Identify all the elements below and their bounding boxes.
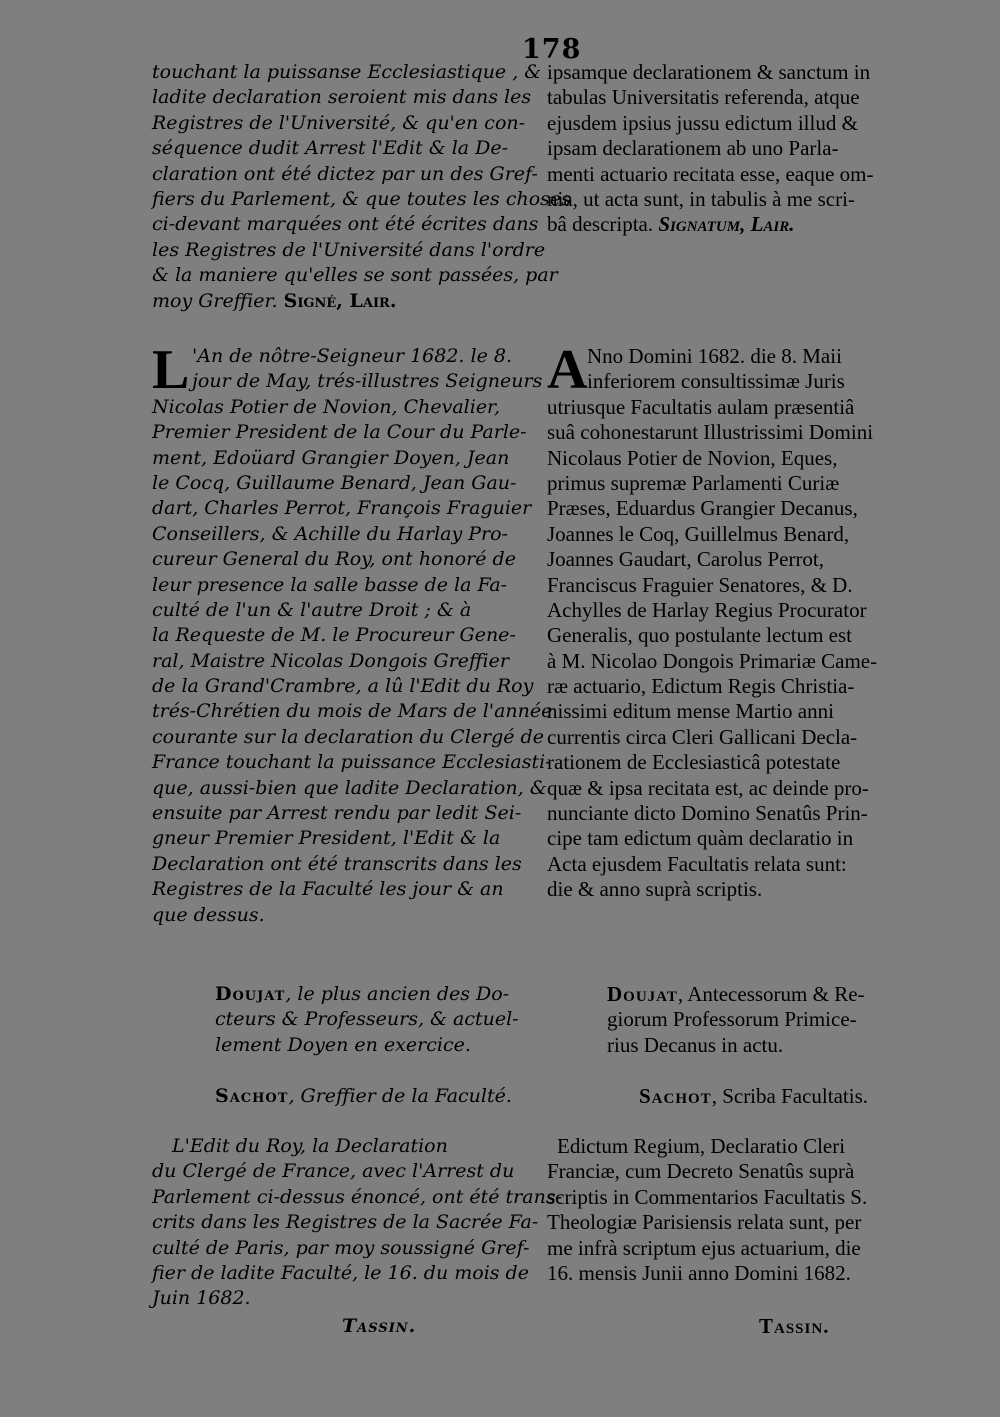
text-line: ral, Maistre Nicolas Dongois Greffier: [152, 649, 509, 672]
drop-cap: A: [547, 339, 588, 401]
text-line: nissimi editum mense Martio anni: [547, 699, 834, 724]
text-line: culté de l'un & l'autre Droit ; & à: [152, 598, 472, 621]
text-line-part: bâ descripta.: [547, 212, 654, 237]
text-line: ejusdem ipsius jussu edictum illud &: [547, 110, 858, 135]
signatory-name: Tassin.: [759, 1314, 830, 1338]
text-line: que dessus.: [152, 903, 265, 926]
text-line: Declaration ont été transcrits dans les: [152, 852, 522, 875]
left-paragraph-3: [152, 1134, 562, 1312]
text-line: ipsam declarationem ab uno Parla-: [547, 136, 839, 161]
text-line: Registres de la Faculté les jour & an: [152, 878, 504, 901]
text-line: quæ & ipsa recitata est, ac deinde pro-: [547, 775, 869, 800]
text-line: rationem de Ecclesiasticâ potestate: [547, 750, 841, 775]
text-line: [639, 1084, 917, 1109]
text-line: crits dans les Registres de la Sacrée Fa-: [152, 1211, 539, 1234]
signatory-name: Tassin.: [342, 1315, 417, 1337]
text-line: menti actuario recitata esse, eaque om-: [547, 161, 874, 186]
signatory-name: Doujat: [607, 982, 678, 1006]
text-line: Joannes Gaudart, Carolus Perrot,: [547, 547, 825, 572]
text-line: 16. mensis Junii anno Domini 1682.: [547, 1260, 851, 1285]
text-line: inferiorem consultissimæ Juris: [587, 369, 845, 394]
text-line: suâ cohonestarunt Illustrissimi Domini: [547, 420, 874, 445]
text-line: Franciæ, cum Decreto Senatûs suprà: [547, 1159, 855, 1184]
drop-cap: L: [152, 339, 190, 401]
text-line: jour de May, trés-illustres Seigneurs: [192, 370, 543, 393]
right-paragraph-1: [547, 60, 917, 238]
text-line: Acta ejusdem Facultatis relata sunt:: [547, 851, 847, 876]
text-line: Nicolaus Potier de Novion, Eques,: [547, 445, 838, 470]
text-line: France touchant la puissance Ecclesiasti-: [152, 751, 552, 774]
right-tassin-signature: [759, 1314, 917, 1339]
text-line: dart, Charles Perrot, François Fraguier: [152, 497, 532, 520]
text-line: [215, 982, 524, 1007]
text-line: gneur Premier President, l'Edit & la: [152, 827, 501, 850]
text-line-part: , Greffier de la Faculté.: [288, 1085, 512, 1107]
text-line: claration ont été dictez par un des Gref-: [152, 162, 538, 185]
signature: Signatum, Lair.: [658, 212, 795, 237]
text-line: Achylles de Harlay Regius Procurator: [547, 597, 867, 622]
signatory-name: Doujat: [215, 983, 286, 1005]
text-line: de la Grand'Crambre, a lû l'Edit du Roy: [152, 675, 534, 698]
text-line: nia, ut acta sunt, in tabulis à me scri-: [547, 186, 855, 211]
text-line: rius Decanus in actu.: [607, 1032, 784, 1057]
text-line: la Requeste de M. le Procureur Gene-: [152, 624, 516, 647]
text-line: Theologiæ Parisiensis relata sunt, per: [547, 1210, 862, 1235]
text-line: Parlement ci-dessus énoncé, ont été trans-: [152, 1185, 562, 1208]
text-line: [215, 1084, 524, 1109]
text-line: à M. Nicolao Dongois Primariæ Came-: [547, 648, 878, 673]
text-line: primus supremæ Parlamenti Curiæ: [547, 470, 840, 495]
text-line: fiers du Parlement, & que toutes les choses: [152, 187, 571, 210]
text-line: ensuite par Arrest rendu par ledit Sei-: [152, 802, 522, 825]
signatory-name: Sachot: [639, 1084, 712, 1108]
text-line: currentis circa Cleri Gallicani Decla-: [547, 724, 858, 749]
text-line: tabulas Universitatis referenda, atque: [547, 85, 860, 110]
text-line: Præses, Eduardus Grangier Decanus,: [547, 496, 858, 521]
left-paragraph-2: [152, 339, 553, 928]
text-line: leur presence la salle basse de la Fa-: [152, 573, 508, 596]
text-line: ræ actuario, Edictum Regis Christia-: [547, 674, 855, 699]
text-line: touchant la puissanse Ecclesiastique , &: [152, 61, 542, 83]
text-line: séquence dudit Arrest l'Edit & la De-: [152, 137, 509, 160]
text-line-part: moy Greffier.: [152, 289, 278, 312]
text-line: ipsamque declarationem & sanctum in: [547, 60, 871, 84]
text-line: scriptis in Commentarios Facultatis S.: [547, 1184, 868, 1209]
page-number: 178: [522, 34, 582, 65]
text-line: cteurs & Professeurs, & actuel-: [215, 1008, 519, 1031]
text-line: Premier President de la Cour du Parle-: [152, 421, 527, 444]
text-line: lement Doyen en exercice.: [215, 1033, 471, 1056]
text-line-part: , Antecessorum & Re-: [677, 982, 865, 1006]
text-line-part: , Scriba Facultatis.: [711, 1084, 868, 1108]
text-line: culté de Paris, par moy soussigné Gref-: [152, 1236, 530, 1259]
left-sachot-signature: [215, 1084, 524, 1109]
right-paragraph-3: [547, 1134, 917, 1286]
text-line: ment, Edoüard Grangier Doyen, Jean: [152, 446, 510, 469]
left-doujat-signature: [215, 982, 524, 1058]
text-line: Generalis, quo postulante lectum est: [547, 623, 853, 648]
text-line: fier de ladite Faculté, le 16. du mois de: [152, 1261, 529, 1284]
text-line: courante sur la declaration du Clergé de: [152, 725, 544, 748]
right-sachot-signature: [639, 1084, 917, 1109]
text-line: utriusque Facultatis aulam præsentiâ: [547, 394, 855, 419]
text-line: ladite declaration seroient mis dans les: [152, 86, 532, 109]
text-line: [607, 982, 917, 1007]
signatory-name: Sachot: [215, 1085, 289, 1107]
text-line: Nno Domini 1682. die 8. Maii: [587, 344, 842, 368]
text-line-part: , le plus ancien des Do-: [285, 983, 510, 1005]
text-line: que, aussi-bien que ladite Declaration, &: [152, 776, 547, 799]
left-paragraph-1: [152, 60, 571, 314]
text-line: Conseillers, & Achille du Harlay Pro-: [152, 522, 508, 545]
signature: Signé, Lair.: [283, 289, 397, 312]
text-line: [152, 289, 524, 314]
text-line: Joannes le Coq, Guillelmus Benard,: [547, 521, 850, 546]
right-doujat-signature: [607, 982, 917, 1058]
text-line: nunciante dicto Domino Senatûs Prin-: [547, 801, 868, 826]
text-line: le Cocq, Guillaume Benard, Jean Gau-: [152, 471, 517, 494]
text-line: L'Edit du Roy, la Declaration: [172, 1135, 448, 1157]
text-line: trés-Chrétien du mois de Mars de l'année: [152, 700, 553, 723]
text-line: du Clergé de France, avec l'Arrest du: [152, 1160, 515, 1183]
text-line: Franciscus Fraguier Senatores, & D.: [547, 572, 853, 597]
text-line: me infrà scriptum ejus actuarium, die: [547, 1235, 861, 1260]
text-line: Nicolas Potier de Novion, Chevalier,: [152, 395, 501, 418]
text-line: les Registres de l'Université dans l'ordre: [152, 238, 546, 261]
text-line: cureur General du Roy, ont honoré de: [152, 548, 516, 571]
text-line: Registres de l'Université, & qu'en con-: [152, 111, 526, 134]
text-line: cipe tam edictum quàm declaratio in: [547, 826, 854, 851]
text-line: 'An de nôtre-Seigneur 1682. le 8.: [192, 345, 512, 367]
right-paragraph-2: [547, 339, 917, 903]
text-line: giorum Professorum Primice-: [607, 1007, 857, 1032]
text-line: & la maniere qu'elles se sont passées, par: [152, 264, 558, 287]
text-line: die & anno suprà scriptis.: [547, 877, 763, 902]
text-line: ci-devant marquées ont été écrites dans: [152, 213, 539, 236]
text-line: Edictum Regium, Declaratio Cleri: [557, 1134, 846, 1158]
text-line: [547, 212, 917, 237]
text-line: Juin 1682.: [152, 1287, 251, 1310]
left-tassin-signature: [342, 1314, 524, 1339]
